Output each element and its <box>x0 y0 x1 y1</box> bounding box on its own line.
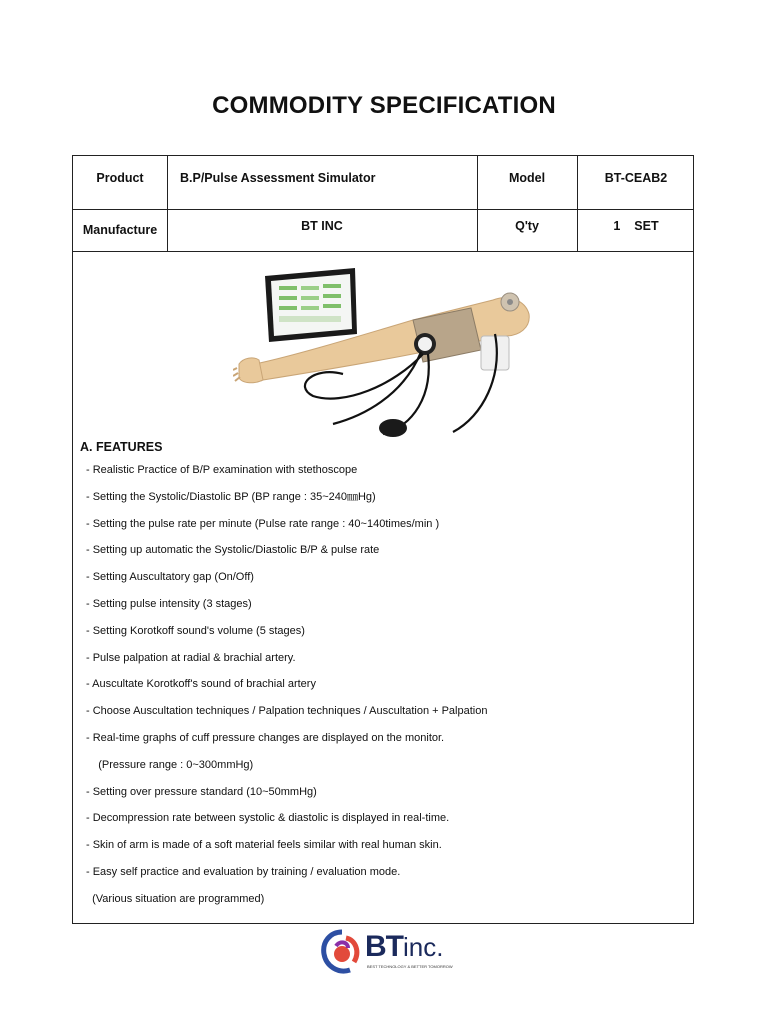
feature-item: - Setting over pressure standard (10~50mmHg) <box>86 785 317 798</box>
logo-wordmark <box>365 930 443 964</box>
product-label: Product <box>96 171 144 185</box>
logo-brand: BT <box>365 930 403 963</box>
arm-stand <box>481 336 509 370</box>
qty-value: 1 SET <box>613 219 659 233</box>
feature-item: - Realistic Practice of B/P examination with stethoscope <box>86 464 358 476</box>
features-heading: A. FEATURES <box>80 440 163 454</box>
feature-item: - Setting pulse intensity (3 stages) <box>86 597 252 610</box>
model-label: Model <box>508 171 546 185</box>
logo-tagline: BEST TECHNOLOGY & BETTER TOMORROW <box>367 964 453 969</box>
logo-suffix: inc. <box>403 932 444 962</box>
model-value: BT-CEAB2 <box>604 171 668 185</box>
inflation-bulb <box>379 419 407 437</box>
features-section <box>80 440 680 919</box>
table-divider <box>73 251 693 252</box>
manufacture-label: Manufacture <box>82 223 158 237</box>
page-title: COMMODITY SPECIFICATION <box>212 92 556 119</box>
features-list <box>80 463 680 919</box>
feature-item: - Decompression rate between systolic & diastolic is displayed in real-time. <box>86 812 450 825</box>
bp-cuff <box>413 308 481 362</box>
logo-mark-icon <box>320 928 364 976</box>
product-value: B.P/Pulse Assessment Simulator <box>180 171 376 185</box>
feature-item: - Real-time graphs of cuff pressure changes are displayed on the monitor. <box>86 731 445 744</box>
tablet-monitor <box>265 268 357 342</box>
feature-item: - Setting the pulse rate per minute (Pulse rate range : 40~140times/min ) <box>86 517 440 530</box>
feature-item: - Pulse palpation at radial & brachial artery. <box>86 651 296 664</box>
table-divider <box>73 209 693 210</box>
feature-item: - Auscultate Korotkoff's sound of brachial artery <box>86 678 316 691</box>
manufacture-value: BT INC <box>301 219 343 233</box>
feature-item: - Choose Auscultation techniques / Palpation techniques / Auscultation + Palpation <box>86 705 488 718</box>
feature-item: - Setting Korotkoff sound's volume (5 stages) <box>86 624 305 637</box>
feature-item: (Various situation are programmed) <box>86 892 265 905</box>
table-divider <box>167 156 168 251</box>
feature-item: (Pressure range : 0~300mmHg) <box>86 758 254 771</box>
feature-item: - Easy self practice and evaluation by training / evaluation mode. <box>86 865 401 878</box>
bt-inc-logo <box>320 928 453 976</box>
feature-item: - Setting up automatic the Systolic/Diastolic B/P & pulse rate <box>86 544 380 557</box>
feature-item: - Skin of arm is made of a soft material feels similar with real human skin. <box>86 839 442 852</box>
qty-label: Q'ty <box>515 219 539 233</box>
product-photo <box>233 256 543 446</box>
feature-item: - Setting the Systolic/Diastolic BP (BP range : 35~240㎜Hg) <box>86 490 376 503</box>
feature-item: - Setting Auscultatory gap (On/Off) <box>86 571 254 584</box>
